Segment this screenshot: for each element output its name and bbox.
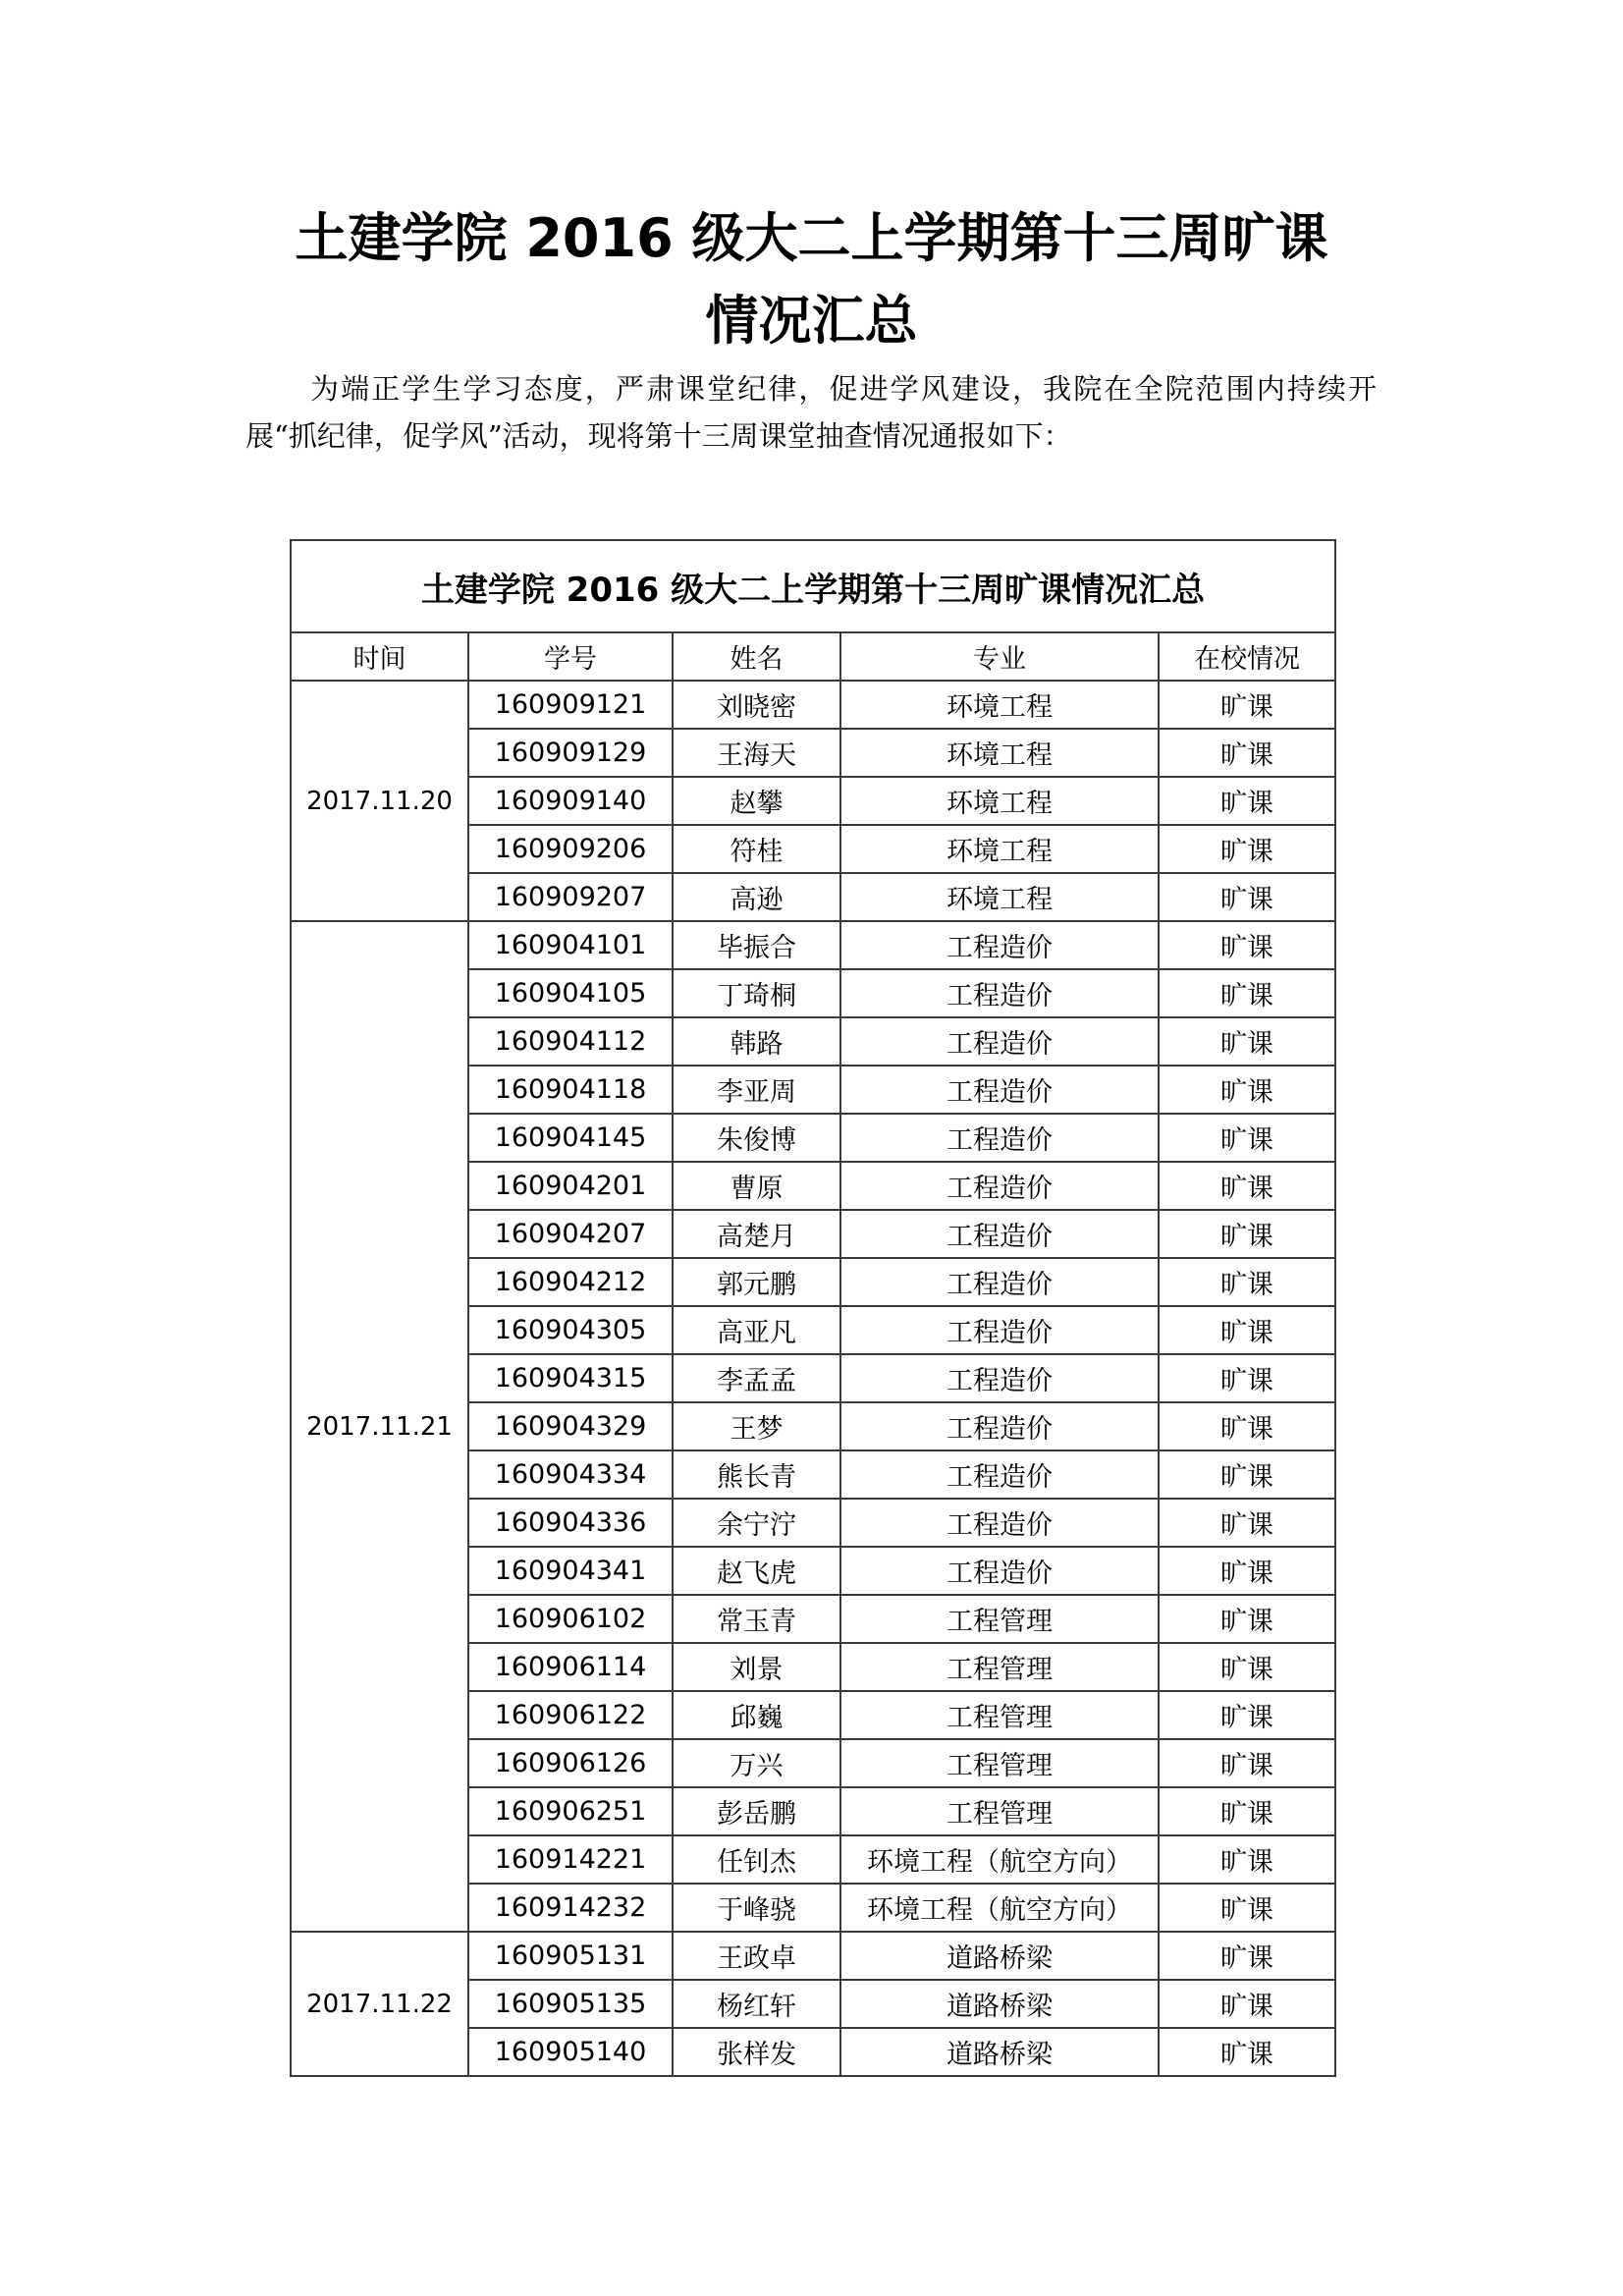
student-id-cell: 160914232 bbox=[468, 1884, 673, 1932]
header-time: 时间 bbox=[291, 632, 468, 681]
major-cell: 工程造价 bbox=[840, 921, 1159, 969]
table-header-row bbox=[291, 632, 1335, 681]
status-cell: 旷课 bbox=[1159, 1402, 1335, 1450]
status-cell: 旷课 bbox=[1159, 1499, 1335, 1547]
student-id-cell: 160904118 bbox=[468, 1066, 673, 1114]
major-cell: 工程造价 bbox=[840, 1066, 1159, 1114]
status-cell: 旷课 bbox=[1159, 1980, 1335, 2028]
status-cell: 旷课 bbox=[1159, 2028, 1335, 2076]
major-cell: 工程管理 bbox=[840, 1787, 1159, 1835]
status-cell: 旷课 bbox=[1159, 729, 1335, 777]
student-name-cell: 王政卓 bbox=[673, 1932, 840, 1980]
student-name-cell: 王梦 bbox=[673, 1402, 840, 1450]
student-id-cell: 160909121 bbox=[468, 681, 673, 729]
student-name-cell: 余宁泞 bbox=[673, 1499, 840, 1547]
status-cell: 旷课 bbox=[1159, 1354, 1335, 1402]
student-name-cell: 邱巍 bbox=[673, 1691, 840, 1739]
header-student-id: 学号 bbox=[468, 632, 673, 681]
student-name-cell: 丁琦桐 bbox=[673, 969, 840, 1017]
major-cell: 环境工程 bbox=[840, 873, 1159, 921]
major-cell: 工程造价 bbox=[840, 1402, 1159, 1450]
status-cell: 旷课 bbox=[1159, 921, 1335, 969]
major-cell: 环境工程 bbox=[840, 825, 1159, 873]
student-name-cell: 郭元鹏 bbox=[673, 1258, 840, 1306]
date-cell: 2017.11.22 bbox=[291, 1932, 468, 2076]
status-cell: 旷课 bbox=[1159, 681, 1335, 729]
student-id-cell: 160904112 bbox=[468, 1017, 673, 1066]
student-name-cell: 任钊杰 bbox=[673, 1835, 840, 1884]
major-cell: 道路桥梁 bbox=[840, 2028, 1159, 2076]
major-cell: 环境工程 bbox=[840, 681, 1159, 729]
student-id-cell: 160905135 bbox=[468, 1980, 673, 2028]
status-cell: 旷课 bbox=[1159, 1787, 1335, 1835]
table-body bbox=[291, 681, 1335, 2076]
student-name-cell: 韩路 bbox=[673, 1017, 840, 1066]
student-name-cell: 赵飞虎 bbox=[673, 1547, 840, 1595]
status-cell: 旷课 bbox=[1159, 1884, 1335, 1932]
status-cell: 旷课 bbox=[1159, 1739, 1335, 1787]
student-id-cell: 160904329 bbox=[468, 1402, 673, 1450]
table-row bbox=[291, 681, 1335, 729]
document-title-line-1: 土建学院 2016 级大二上学期第十三周旷课 bbox=[295, 207, 1328, 269]
status-cell: 旷课 bbox=[1159, 1932, 1335, 1980]
status-cell: 旷课 bbox=[1159, 1114, 1335, 1162]
major-cell: 道路桥梁 bbox=[840, 1980, 1159, 2028]
major-cell: 工程造价 bbox=[840, 1017, 1159, 1066]
major-cell: 工程造价 bbox=[840, 1162, 1159, 1210]
student-name-cell: 刘晓密 bbox=[673, 681, 840, 729]
date-cell: 2017.11.21 bbox=[291, 921, 468, 1932]
student-id-cell: 160906102 bbox=[468, 1595, 673, 1643]
status-cell: 旷课 bbox=[1159, 1066, 1335, 1114]
document-title-line-2: 情况汇总 bbox=[705, 290, 918, 352]
major-cell: 工程管理 bbox=[840, 1595, 1159, 1643]
header-status: 在校情况 bbox=[1159, 632, 1335, 681]
student-id-cell: 160904334 bbox=[468, 1450, 673, 1499]
absence-table-container bbox=[290, 539, 1334, 2077]
status-cell: 旷课 bbox=[1159, 873, 1335, 921]
status-cell: 旷课 bbox=[1159, 1450, 1335, 1499]
student-id-cell: 160904341 bbox=[468, 1547, 673, 1595]
student-id-cell: 160906251 bbox=[468, 1787, 673, 1835]
major-cell: 工程造价 bbox=[840, 1547, 1159, 1595]
student-name-cell: 曹原 bbox=[673, 1162, 840, 1210]
status-cell: 旷课 bbox=[1159, 969, 1335, 1017]
student-name-cell: 李孟孟 bbox=[673, 1354, 840, 1402]
table-row bbox=[291, 1932, 1335, 1980]
student-name-cell: 高楚月 bbox=[673, 1210, 840, 1258]
student-id-cell: 160905131 bbox=[468, 1932, 673, 1980]
major-cell: 环境工程（航空方向） bbox=[840, 1835, 1159, 1884]
student-name-cell: 高亚凡 bbox=[673, 1306, 840, 1354]
absence-table bbox=[290, 539, 1336, 2077]
student-id-cell: 160909140 bbox=[468, 777, 673, 825]
student-name-cell: 高逊 bbox=[673, 873, 840, 921]
student-id-cell: 160904212 bbox=[468, 1258, 673, 1306]
table-caption: 土建学院 2016 级大二上学期第十三周旷课情况汇总 bbox=[291, 540, 1335, 632]
student-name-cell: 杨红轩 bbox=[673, 1980, 840, 2028]
student-name-cell: 赵攀 bbox=[673, 777, 840, 825]
student-name-cell: 刘景 bbox=[673, 1643, 840, 1691]
student-name-cell: 熊长青 bbox=[673, 1450, 840, 1499]
student-name-cell: 彭岳鹏 bbox=[673, 1787, 840, 1835]
table-row bbox=[291, 921, 1335, 969]
major-cell: 环境工程 bbox=[840, 777, 1159, 825]
student-id-cell: 160906122 bbox=[468, 1691, 673, 1739]
student-id-cell: 160904201 bbox=[468, 1162, 673, 1210]
status-cell: 旷课 bbox=[1159, 1835, 1335, 1884]
major-cell: 工程造价 bbox=[840, 1499, 1159, 1547]
student-id-cell: 160909207 bbox=[468, 873, 673, 921]
status-cell: 旷课 bbox=[1159, 1210, 1335, 1258]
major-cell: 环境工程 bbox=[840, 729, 1159, 777]
status-cell: 旷课 bbox=[1159, 777, 1335, 825]
student-id-cell: 160904105 bbox=[468, 969, 673, 1017]
major-cell: 工程管理 bbox=[840, 1739, 1159, 1787]
student-id-cell: 160905140 bbox=[468, 2028, 673, 2076]
major-cell: 工程造价 bbox=[840, 969, 1159, 1017]
student-id-cell: 160906114 bbox=[468, 1643, 673, 1691]
student-name-cell: 于峰骁 bbox=[673, 1884, 840, 1932]
student-name-cell: 常玉青 bbox=[673, 1595, 840, 1643]
student-name-cell: 符桂 bbox=[673, 825, 840, 873]
date-cell: 2017.11.20 bbox=[291, 681, 468, 921]
student-id-cell: 160904207 bbox=[468, 1210, 673, 1258]
student-name-cell: 万兴 bbox=[673, 1739, 840, 1787]
status-cell: 旷课 bbox=[1159, 1595, 1335, 1643]
status-cell: 旷课 bbox=[1159, 1643, 1335, 1691]
student-id-cell: 160904336 bbox=[468, 1499, 673, 1547]
student-id-cell: 160904315 bbox=[468, 1354, 673, 1402]
student-name-cell: 毕振合 bbox=[673, 921, 840, 969]
major-cell: 工程造价 bbox=[840, 1306, 1159, 1354]
student-id-cell: 160906126 bbox=[468, 1739, 673, 1787]
student-name-cell: 张样发 bbox=[673, 2028, 840, 2076]
status-cell: 旷课 bbox=[1159, 825, 1335, 873]
student-id-cell: 160904305 bbox=[468, 1306, 673, 1354]
student-name-cell: 李亚周 bbox=[673, 1066, 840, 1114]
student-id-cell: 160904101 bbox=[468, 921, 673, 969]
student-id-cell: 160909129 bbox=[468, 729, 673, 777]
major-cell: 工程造价 bbox=[840, 1210, 1159, 1258]
status-cell: 旷课 bbox=[1159, 1306, 1335, 1354]
status-cell: 旷课 bbox=[1159, 1547, 1335, 1595]
major-cell: 工程管理 bbox=[840, 1691, 1159, 1739]
header-major: 专业 bbox=[840, 632, 1159, 681]
student-name-cell: 王海天 bbox=[673, 729, 840, 777]
header-name: 姓名 bbox=[673, 632, 840, 681]
major-cell: 环境工程（航空方向） bbox=[840, 1884, 1159, 1932]
status-cell: 旷课 bbox=[1159, 1691, 1335, 1739]
student-id-cell: 160914221 bbox=[468, 1835, 673, 1884]
major-cell: 工程管理 bbox=[840, 1643, 1159, 1691]
major-cell: 工程造价 bbox=[840, 1114, 1159, 1162]
student-id-cell: 160904145 bbox=[468, 1114, 673, 1162]
student-id-cell: 160909206 bbox=[468, 825, 673, 873]
status-cell: 旷课 bbox=[1159, 1017, 1335, 1066]
major-cell: 道路桥梁 bbox=[840, 1932, 1159, 1980]
major-cell: 工程造价 bbox=[840, 1450, 1159, 1499]
intro-paragraph: 为端正学生学习态度，严肃课堂纪律，促进学风建设，我院在全院范围内持续开展“抓纪律，促学风”活动，现将第十三周课堂抽查情况通报如下： bbox=[245, 372, 1377, 453]
major-cell: 工程造价 bbox=[840, 1354, 1159, 1402]
student-name-cell: 朱俊博 bbox=[673, 1114, 840, 1162]
status-cell: 旷课 bbox=[1159, 1258, 1335, 1306]
major-cell: 工程造价 bbox=[840, 1258, 1159, 1306]
status-cell: 旷课 bbox=[1159, 1162, 1335, 1210]
